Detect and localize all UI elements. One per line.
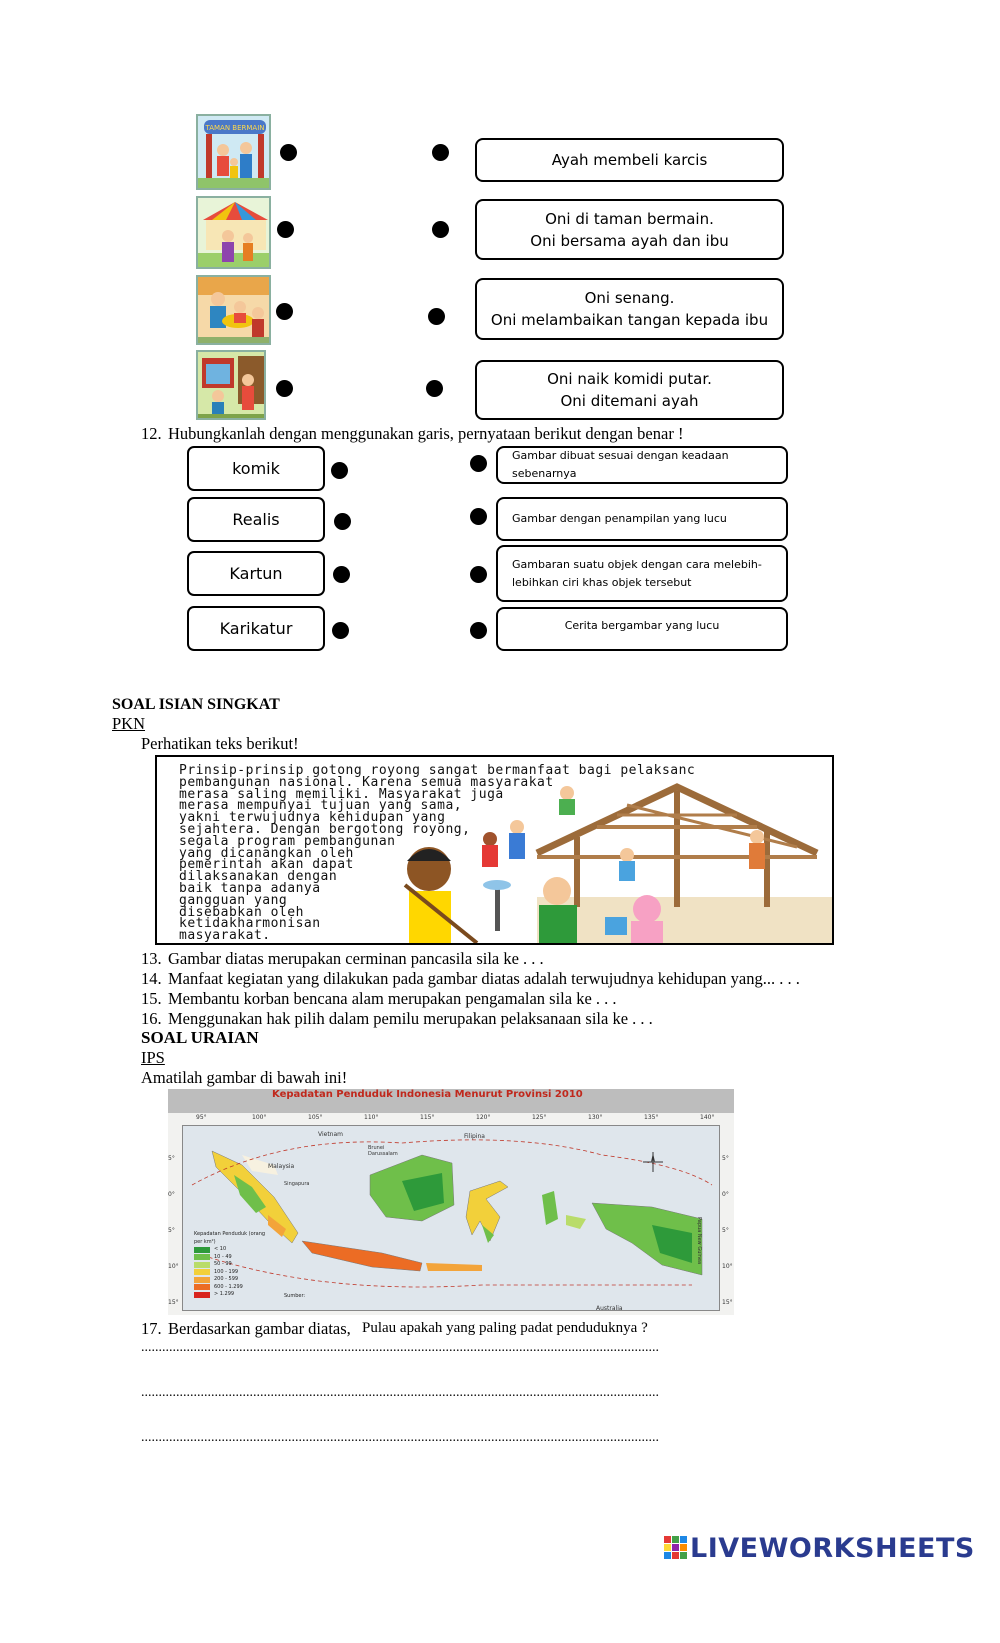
statement-line: Oni melambaikan tangan kepada ibu [490,311,769,329]
lon-label: 105° [308,1114,323,1121]
legend-swatch [194,1277,210,1283]
section-title-essay: SOAL URAIAN [141,1028,259,1047]
q12-dot-right-4[interactable] [470,622,487,639]
q15-number: 15. [141,989,162,1008]
lon-label: 125° [532,1114,547,1121]
q12-dot-right-2[interactable] [470,508,487,525]
ticket-booth-picture [196,196,271,269]
match-dot-right-4[interactable] [426,380,443,397]
legend-row [194,1246,274,1254]
legend-swatch [194,1247,210,1253]
q17-number: 17. [141,1319,162,1338]
passage-line: pemerintah akan dapat [179,857,354,873]
definition-box-3 [496,545,788,602]
q12-dot-left-4[interactable] [332,622,349,639]
lat-label: 0° [168,1191,175,1198]
match-dot-right-2[interactable] [432,221,449,238]
subject-ips: IPS [141,1048,165,1067]
q13-text: Gambar diatas merupakan cerminan pancasila sila ke . . . [168,949,544,968]
legend-swatch [194,1254,210,1260]
statement-line: Oni naik komidi putar. [547,370,712,388]
lat-label: 15° [168,1299,179,1306]
q12-dot-left-3[interactable] [333,566,350,583]
definition-line: lebihkan ciri khas objek tersebut [512,575,692,589]
instruction-ips: Amatilah gambar di bawah ini! [141,1068,348,1087]
q12-dot-right-1[interactable] [470,455,487,472]
definition-line: Gambaran suatu objek dengan cara melebih- [512,557,762,571]
legend-label: 100 - 199 [214,1268,239,1275]
map-title: Kepadatan Penduduk Indonesia Menurut Provinsi 2010 [272,1089,583,1100]
lon-label: 115° [420,1114,435,1121]
waving-picture [196,350,266,420]
legend-rows [194,1246,274,1299]
definition-box-4 [496,607,788,651]
passage-line: segala program pembangunan [179,833,396,849]
match-dot-left-1[interactable] [280,144,297,161]
answer-line-2[interactable]: .................................................................................................................................................... [141,1385,659,1400]
liveworksheets-grid-icon [664,1536,688,1560]
lon-label: 95° [196,1114,207,1121]
instruction-pkn: Perhatikan teks berikut! [141,734,299,753]
subject-pkn: PKN [112,714,146,733]
answer-line-3[interactable]: .................................................................................................................................................... [141,1430,659,1445]
compass-icon [642,1151,664,1173]
passage-line: merasa mempunyai tujuan yang sama, [179,798,463,814]
q13-number: 13. [141,949,162,968]
match-dot-right-3[interactable] [428,308,445,325]
lon-label: 140° [700,1114,715,1121]
liveworksheets-logo [664,1533,975,1563]
legend-row [194,1284,274,1292]
statement-box-2 [475,199,784,260]
legend-swatch [194,1262,210,1268]
term-box-realis [187,497,325,542]
legend-label: 50 - 99 [214,1261,232,1267]
match-dot-left-2[interactable] [277,221,294,238]
passage-line: disebabkan oleh [179,904,304,920]
statement-line: Oni ditemani ayah [560,392,699,410]
lon-label: 100° [252,1114,267,1121]
legend-label: > 1.299 [214,1291,235,1297]
definition-line: Gambar dibuat sesuai dengan keadaan sebenarnya [512,449,729,480]
definition-box-1 [496,446,788,484]
map-source: Sumber: [284,1293,306,1299]
passage-line: pembangunan nasional. Karena semua masyarakat [179,774,554,790]
term-label: Kartun [229,564,283,583]
q12-dot-left-1[interactable] [331,462,348,479]
carousel-ride-picture [196,275,271,345]
q15-text: Membantu korban bencana alam merupakan pengamalan sila ke . . . [168,989,617,1008]
q17-text-a: Berdasarkan gambar diatas, [168,1319,351,1338]
passage-line: yakni terwujudnya kehidupan yang [179,810,446,826]
legend-row [194,1254,274,1262]
q14-text: Manfaat kegiatan yang dilakukan pada gambar diatas adalah terwujudnya kehidupan yang... . . . [168,969,800,988]
legend-row [194,1261,274,1269]
place-label-filipina: Filipina [464,1133,485,1140]
passage-line: gangguan yang [179,892,288,908]
match-dot-left-4[interactable] [276,380,293,397]
term-label: komik [232,459,280,478]
place-label-png: Papua New Guinea [696,1217,702,1265]
place-label-australia: Australia [596,1305,623,1312]
q16-number: 16. [141,1009,162,1028]
legend-title: Kepadatan Penduduk (orang per km²) [194,1231,266,1245]
passage-line: dilaksanakan dengan [179,869,338,885]
term-label: Karikatur [219,619,293,638]
place-label-malaysia: Malaysia [268,1163,295,1170]
lon-label: 110° [364,1114,379,1121]
lat-label: 10° [722,1263,733,1270]
longitude-labels [196,1114,726,1124]
section-title-short: SOAL ISIAN SINGKAT [112,696,280,713]
passage-line: yang dicanangkan oleh [179,845,354,861]
lon-label: 135° [644,1114,659,1121]
legend-label: 200 - 599 [214,1276,239,1282]
definition-line: Gambar dengan penampilan yang lucu [512,512,727,525]
lat-label: 5° [168,1155,175,1162]
term-label: Realis [232,510,280,529]
place-label-vietnam: Vietnam [318,1131,344,1138]
answer-line-1[interactable]: .................................................................................................................................................... [141,1340,659,1355]
passage-line: sejahtera. Dengan bergotong royong, [179,821,471,837]
indonesia-density-map [168,1089,734,1315]
statement-box-3 [475,278,784,340]
definition-box-2 [496,497,788,541]
legend-row [194,1276,274,1284]
passage-line: baik tanpa adanya [179,880,321,896]
term-box-komik [187,446,325,491]
passage-line: masyarakat. [179,928,271,944]
passage-line: ketidakharmonisan [179,916,321,932]
sign-text: TAMAN BERMAIN [205,124,265,132]
place-label-singapura: Singapura [284,1181,310,1187]
legend-swatch [194,1284,210,1290]
legend-swatch [194,1292,210,1298]
lat-label: 5° [722,1227,729,1234]
lat-label: 0° [722,1191,729,1198]
statement-line: Oni di taman bermain. [545,209,714,228]
statement-line: Oni bersama ayah dan ibu [530,231,729,250]
passage-line: Prinsip-prinsip gotong royong sangat bermanfaat bagi pelaksanc [179,763,696,778]
passage-line: merasa saling memiliki. Masyarakat juga [179,786,504,802]
lat-label: 15° [722,1299,733,1306]
lat-label: 5° [168,1227,175,1234]
definition-line: Cerita bergambar yang lucu [564,619,720,632]
term-box-kartun [187,551,325,596]
q12-text: Hubungkanlah dengan menggunakan garis, pernyataan berikut dengan benar ! [168,424,684,443]
legend-label: < 10 [214,1246,227,1252]
q14-number: 14. [141,969,162,988]
legend-row [194,1291,274,1299]
legend-row [194,1269,274,1277]
lat-label: 5° [722,1155,729,1162]
statement-box-1 [475,138,784,182]
statement-box-4 [475,360,784,420]
q12-number: 12. [141,424,162,443]
q16-text: Menggunakan hak pilih dalam pemilu merupakan pelaksanaan sila ke . . . [168,1009,653,1028]
liveworksheets-brand: LIVEWORKSHEETS [690,1532,975,1564]
legend-swatch [194,1269,210,1275]
legend-label: 600 - 1.299 [214,1283,243,1290]
q12-dot-left-2[interactable] [334,513,351,530]
taman-bermain-gate-picture [196,114,271,190]
legend-label: 10 - 49 [214,1253,232,1260]
pkn-passage [179,763,696,944]
term-box-karikatur [187,606,325,651]
statement-line: Ayah membeli karcis [551,151,708,169]
lat-label: 10° [168,1263,179,1270]
match-dot-left-3[interactable] [276,303,293,320]
q17-text-b: Pulau apakah yang paling padat penduduknya ? [362,1320,648,1336]
lon-label: 130° [588,1114,603,1121]
q12-dot-right-3[interactable] [470,566,487,583]
statement-line: Oni senang. [584,289,675,307]
latitude-labels-right [722,1155,734,1315]
map-legend [194,1231,274,1299]
place-label-brunei: Brunei Darussalam [368,1145,398,1157]
match-dot-right-1[interactable] [432,144,449,161]
gotong-royong-figure [155,755,834,945]
latitude-labels-left [168,1155,182,1315]
lon-label: 120° [476,1114,491,1121]
